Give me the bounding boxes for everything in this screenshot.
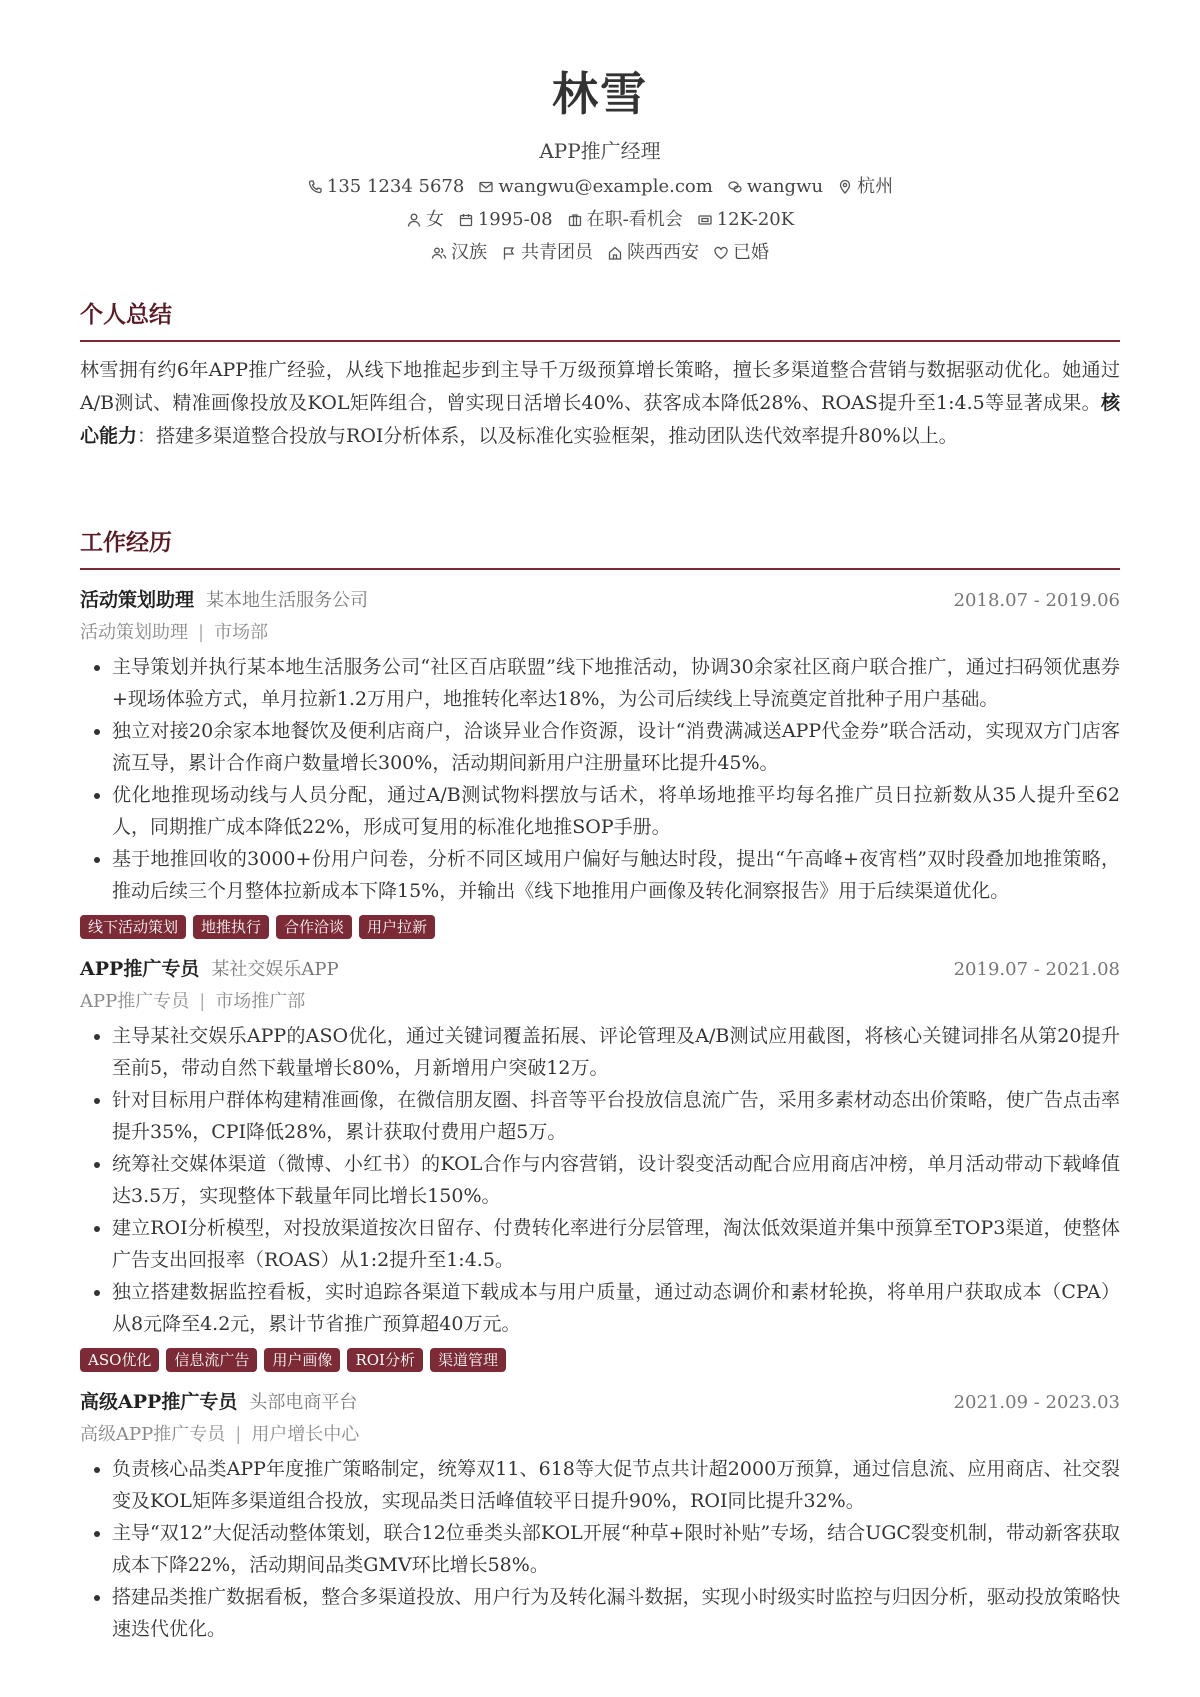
detail-status [567, 208, 683, 232]
wechat-icon [727, 179, 743, 195]
list-item: • 统筹社交媒体渠道（微博、小红书）的KOL合作与内容营销，设计裂变活动配合应用商店冲榜，单月活动带动下载峰值达3.5万，实现整体下载量年同比增长150%。 [112, 1148, 1120, 1212]
extra-hometown [607, 241, 699, 265]
flag-icon [501, 245, 517, 261]
summary-section [80, 300, 1120, 453]
candidate-title: APP推广经理 [539, 139, 661, 163]
job-bullets [80, 1020, 1120, 1340]
marital-text: 已婚 [733, 242, 769, 263]
phone-icon [307, 179, 323, 195]
home-icon [607, 245, 623, 261]
wechat-text: wangwu [746, 176, 824, 197]
job-company: 某本地生活服务公司 [206, 590, 369, 611]
calendar-icon [458, 212, 474, 228]
job-date: 2019.07 - 2021.08 [953, 959, 1120, 980]
job-title: 高级APP推广专员 [80, 1391, 238, 1413]
skill-tag: 用户拉新 [359, 915, 435, 939]
job-bullets [80, 1453, 1120, 1645]
list-item: • 主导某社交娱乐APP的ASO优化，通过关键词覆盖拓展、评论管理及A/B测试应用截图，将核心关键词排名从第20提升至前5，带动自然下载量增长80%，月新增用户突破12万。 [112, 1020, 1120, 1084]
job-title: APP推广专员 [80, 958, 200, 980]
job-header [80, 1388, 1120, 1417]
job-role: APP推广专员 [80, 991, 190, 1012]
list-item: • 主导策划并执行某本地生活服务公司“社区百店联盟”线下地推活动，协调30余家社区商户联合推广，通过扫码领优惠券+现场体验方式，单月拉新1.2万用户，地推转化率达18%，为公司后续线上导流奠定首批种子用户基础。 [112, 651, 1120, 715]
job-entry [80, 586, 1120, 939]
job-company: 某社交娱乐APP [211, 959, 339, 980]
salary-text: 12K-20K [716, 209, 795, 230]
hometown-text: 陕西西安 [627, 242, 699, 263]
person-icon [406, 212, 422, 228]
location-icon [837, 179, 853, 195]
group-icon [431, 245, 447, 261]
experience-title: 工作经历 [80, 529, 172, 556]
summary-text [80, 354, 1120, 453]
phone-text: 135 1234 5678 [326, 176, 465, 197]
briefcase-icon [567, 212, 583, 228]
heart-icon [713, 245, 729, 261]
job-date: 2018.07 - 2019.06 [953, 590, 1120, 611]
contact-email [478, 175, 713, 199]
political-text: 共青团员 [521, 242, 593, 263]
job-company: 头部电商平台 [249, 1392, 358, 1413]
contact-wechat [727, 175, 823, 199]
job-header [80, 586, 1120, 615]
list-item: • 基于地推回收的3000+份用户问卷，分析不同区域用户偏好与触达时段，提出“午高峰+夜宵档”双时段叠加地推策略，推动后续三个月整体拉新成本下降15%，并输出《线下地推用户画像及转化洞察报告》用于后续渠道优化。 [112, 843, 1120, 907]
job-role: 活动策划助理 [80, 622, 188, 643]
extra-marital [713, 241, 769, 265]
contact-phone [307, 175, 464, 199]
summary-text-part-1: 林雪拥有约6年APP推广经验，从线下地推起步到主导千万级预算增长策略，擅长多渠道整合营销与数据驱动优化。她通过A/B测试、精准画像投放及KOL矩阵组合，曾实现日活增长40%、获客成本降低28%、ROAS提升至1:4.5等显著成果。 [80, 359, 1120, 414]
job-subtitle [80, 988, 1120, 1016]
status-text: 在职-看机会 [586, 209, 683, 230]
contact-row [0, 175, 1200, 199]
job-date: 2021.09 - 2023.03 [953, 1392, 1120, 1413]
skill-tag: ASO优化 [80, 1348, 159, 1372]
job-dept: 用户增长中心 [251, 1424, 360, 1445]
job-role: 高级APP推广专员 [80, 1424, 226, 1445]
job-subtitle [80, 1421, 1120, 1449]
extra-ethnicity [431, 241, 487, 265]
list-item: • 针对目标用户群体构建精准画像，在微信朋友圈、抖音等平台投放信息流广告，采用多素材动态出价策略，使广告点击率提升35%，CPI降低28%，累计获取付费用户超5万。 [112, 1084, 1120, 1148]
gender-text: 女 [425, 209, 444, 230]
list-item: • 负责核心品类APP年度推广策略制定，统筹双11、618等大促节点共计超2000万预算，通过信息流、应用商店、社交裂变及KOL矩阵多渠道组合投放，实现品类日活峰值较平日提升90%，ROI同比提升32%。 [112, 1453, 1120, 1517]
job-title: 活动策划助理 [80, 589, 195, 611]
contact-location [837, 175, 893, 199]
job-header [80, 955, 1120, 984]
profile-header [0, 0, 1200, 265]
skill-tag: 线下活动策划 [80, 915, 186, 939]
list-item: • 独立搭建数据监控看板，实时追踪各渠道下载成本与用户质量，通过动态调价和素材轮换，将单用户获取成本（CPA）从8元降至4.2元，累计节省推广预算超40万元。 [112, 1276, 1120, 1340]
extra-political [501, 241, 593, 265]
location-text: 杭州 [857, 176, 894, 197]
job-dept: 市场部 [214, 622, 269, 643]
list-item: • 独立对接20余家本地餐饮及便利店商户，洽谈异业合作资源，设计“消费满减送APP代金券”联合活动，实现双方门店客流互导，累计合作商户数量增长300%，活动期间新用户注册量环比提升45%。 [112, 715, 1120, 779]
experience-section [80, 528, 1120, 1645]
job-tags [80, 1348, 1120, 1372]
summary-divider [80, 340, 1120, 342]
detail-row [0, 208, 1200, 232]
skill-tag: 用户画像 [264, 1348, 340, 1372]
list-item: • 主导“双12”大促活动整体策划，联合12位垂类头部KOL开展“种草+限时补贴”专场，结合UGC裂变机制，带动新客获取成本下降22%，活动期间品类GMV环比增长58%。 [112, 1517, 1120, 1581]
list-item: • 优化地推现场动线与人员分配，通过A/B测试物料摆放与话术，将单场地推平均每名推广员日拉新数从35人提升至62人，同期推广成本降低22%，形成可复用的标准化地推SOP手册。 [112, 779, 1120, 843]
job-entry [80, 955, 1120, 1372]
skill-tag: 地推执行 [193, 915, 269, 939]
list-item: • 搭建品类推广数据看板，整合多渠道投放、用户行为及转化漏斗数据，实现小时级实时监控与归因分析，驱动投放策略快速迭代优化。 [112, 1581, 1120, 1645]
email-text: wangwu@example.com [498, 176, 713, 197]
skill-tag: 信息流广告 [166, 1348, 257, 1372]
ethnicity-text: 汉族 [451, 242, 487, 263]
separator: | [198, 622, 205, 643]
skill-tag: 渠道管理 [430, 1348, 506, 1372]
experience-divider [80, 568, 1120, 570]
job-subtitle [80, 619, 1120, 647]
detail-gender [406, 208, 444, 232]
detail-birth [458, 208, 553, 232]
job-entry [80, 1388, 1120, 1645]
separator: | [199, 991, 206, 1012]
separator: | [235, 1424, 242, 1445]
skill-tag: ROI分析 [347, 1348, 423, 1372]
summary-text-part-2: ：搭建多渠道整合投放与ROI分析体系，以及标准化实验框架，推动团队迭代效率提升80%以上。 [137, 425, 958, 447]
extra-row [0, 241, 1200, 265]
summary-title: 个人总结 [80, 301, 172, 328]
skill-tag: 合作洽谈 [276, 915, 352, 939]
job-tags [80, 915, 1120, 939]
list-item: • 建立ROI分析模型，对投放渠道按次日留存、付费转化率进行分层管理，淘汰低效渠道并集中预算至TOP3渠道，使整体广告支出回报率（ROAS）从1:2提升至1:4.5。 [112, 1212, 1120, 1276]
mail-icon [478, 179, 494, 195]
core-ability-label: 核心能力 [80, 392, 1120, 447]
job-bullets [80, 651, 1120, 907]
candidate-name: 林雪 [552, 67, 648, 121]
detail-salary [697, 208, 794, 232]
birth-text: 1995-08 [477, 209, 553, 230]
money-icon [697, 212, 713, 228]
job-dept: 市场推广部 [215, 991, 306, 1012]
